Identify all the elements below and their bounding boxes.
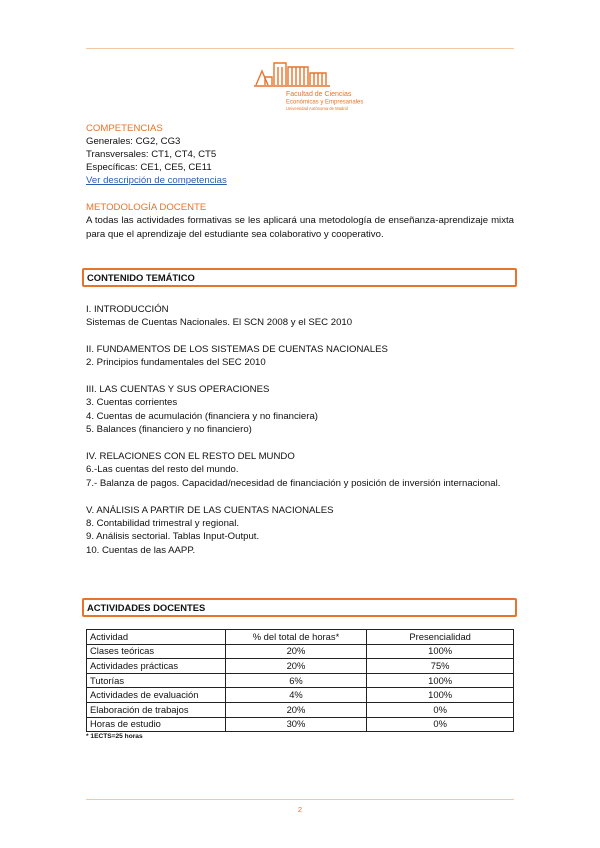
section-title: I. INTRODUCCIÓN [86,304,169,315]
column-header: % del total de horas* [225,630,367,645]
contenido-section [86,504,514,558]
section-item: 6.-Las cuentas del resto del mundo. [86,464,239,475]
table-footnote: * 1ECTS=25 horas [86,733,143,740]
contenido-heading: CONTENIDO TEMÁTICO [82,268,517,287]
column-header: Presencialidad [367,630,514,645]
section-title: II. FUNDAMENTOS DE LOS SISTEMAS DE CUENTAS NACIONALES [86,344,388,355]
page-number: 2 [297,805,303,814]
table-cell: 100% [367,644,514,659]
column-header: Actividad [87,630,226,645]
footer-rule [86,799,514,800]
table-cell: 100% [367,673,514,688]
section-title: III. LAS CUENTAS Y SUS OPERACIONES [86,384,270,395]
table-cell: 30% [225,717,367,732]
table-row [87,644,514,659]
section-item: Sistemas de Cuentas Nacionales. El SCN 2008 y el SEC 2010 [86,317,353,328]
table-cell: 20% [225,659,367,674]
section-item: 5. Balances (financiero y no financiero) [86,424,252,435]
section-item: 7.- Balanza de pagos. Capacidad/necesidad de financiación y posición de inversión internacional. [86,477,501,489]
svg-text:Universidad Autónoma de Madrid: Universidad Autónoma de Madrid [286,106,348,111]
contenido-list [86,303,514,557]
table-cell: Horas de estudio [87,717,226,732]
actividades-table [86,629,514,732]
table-cell: Actividades prácticas [87,659,226,674]
table-cell: Clases teóricas [87,644,226,659]
contenido-section [86,343,514,370]
section-item: 4. Cuentas de acumulación (financiera y no financiera) [86,410,318,422]
table-cell: 20% [225,644,367,659]
table-cell: 6% [225,673,367,688]
competencias-link[interactable]: Ver descripción de competencias [86,175,227,186]
section-item: 3. Cuentas corrientes [86,397,178,408]
competencias-transversales: Transversales: CT1, CT4, CT5 [86,149,217,160]
table-row [87,659,514,674]
table-row [87,702,514,717]
competencias-generales: Generales: CG2, CG3 [86,136,181,147]
section-item: 10. Cuentas de las AAPP. [86,544,196,556]
table-cell: Tutorías [87,673,226,688]
metodologia-section [86,201,514,241]
header-rule [86,48,514,49]
metodologia-heading: METODOLOGÍA DOCENTE [86,202,207,213]
table-cell: 75% [367,659,514,674]
table-cell: 20% [225,702,367,717]
competencias-especificas: Específicas: CE1, CE5, CE11 [86,162,212,173]
section-item: 9. Análisis sectorial. Tablas Input-Output. [86,531,260,542]
section-title: V. ANÁLISIS A PARTIR DE LAS CUENTAS NACIONALES [86,504,334,516]
contenido-section [86,303,514,330]
table-cell: 100% [367,688,514,703]
faculty-logo [252,57,364,117]
actividades-heading: ACTIVIDADES DOCENTES [82,598,517,617]
competencias-heading: COMPETENCIAS [86,123,163,134]
contenido-section [86,450,514,490]
table-cell: 0% [367,717,514,732]
table-row [87,688,514,703]
table-cell: Elaboración de trabajos [87,702,226,717]
table-cell: 0% [367,702,514,717]
svg-text:Facultad de Ciencias: Facultad de Ciencias [286,91,352,98]
actividades-table-wrap [86,629,514,732]
table-header-row [87,630,514,645]
table-row [87,673,514,688]
table-row [87,717,514,732]
svg-text:Económicas y Empresariales: Económicas y Empresariales [286,99,364,106]
table-cell: Actividades de evaluación [87,688,226,703]
section-title: IV. RELACIONES CON EL RESTO DEL MUNDO [86,451,295,462]
competencias-section [86,122,514,187]
contenido-section [86,383,514,437]
table-cell: 4% [225,688,367,703]
section-item: 2. Principios fundamentales del SEC 2010 [86,357,266,368]
metodologia-text: A todas las actividades formativas se les aplicará una metodología de enseñanza-aprendizaje mixta para que el aprendizaje del estudiante sea colaborativo y cooperativo. [86,215,514,240]
section-item: 8. Contabilidad trimestral y regional. [86,517,240,529]
